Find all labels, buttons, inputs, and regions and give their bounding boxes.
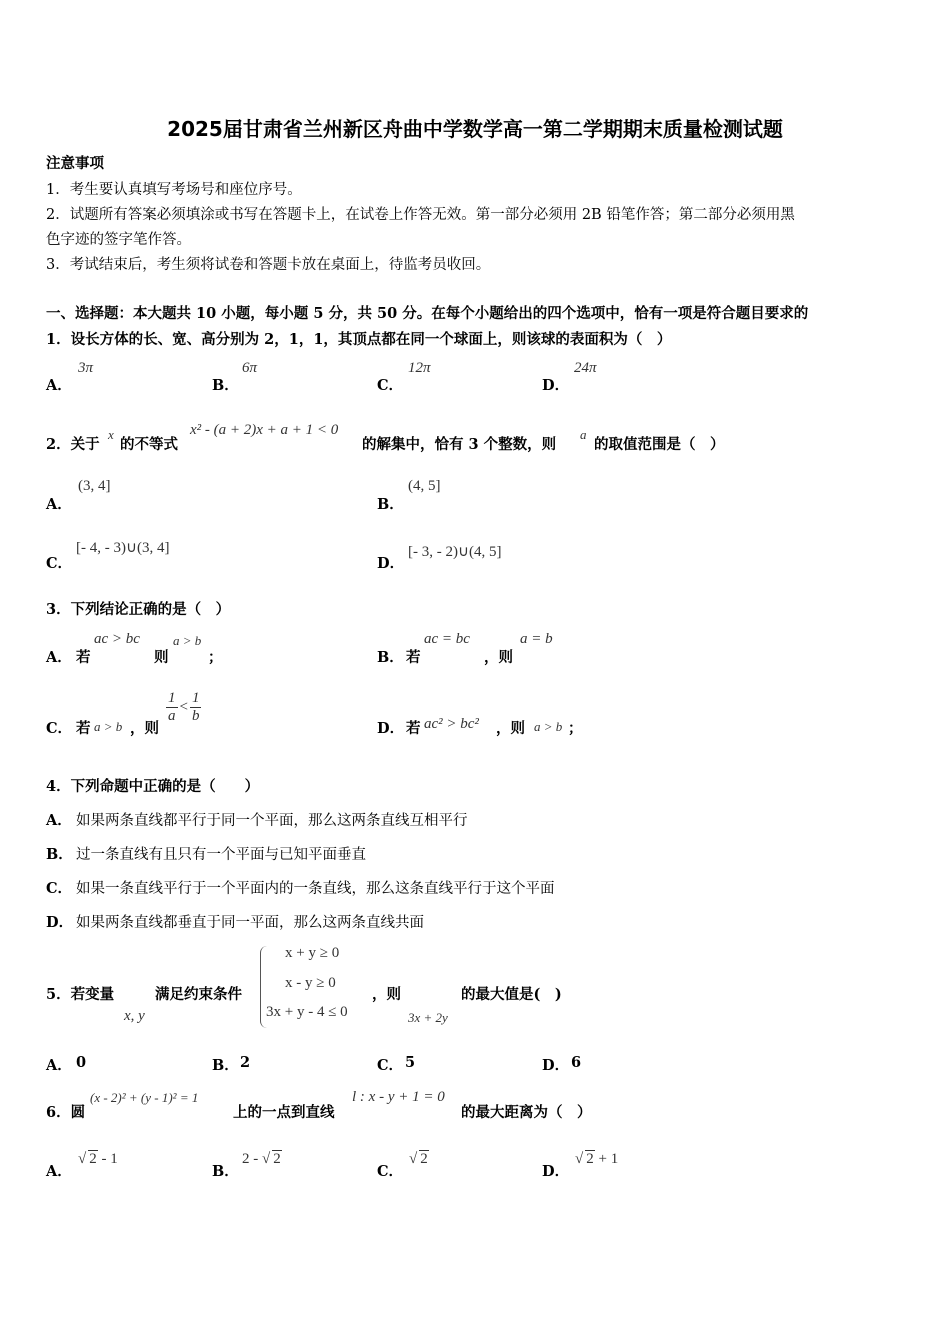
- q4-option-a: 如果两条直线都平行于同一个平面，那么这两条直线互相平行: [76, 813, 468, 829]
- q3-c-fraction-1: $\frac{1}{a}$: [168, 690, 176, 724]
- q3-label-c: C．: [46, 720, 73, 737]
- q2-label-d: D．: [377, 555, 405, 572]
- q3-b-word: 若: [406, 649, 421, 666]
- q5-variables: x, y: [124, 1008, 145, 1024]
- q2-stem-mid1: 的不等式: [120, 436, 178, 453]
- notice-item: 色字迹的签字笔作答。: [46, 232, 191, 248]
- q5-label-d: D．: [542, 1057, 570, 1074]
- q6-stem-end: 的最大距离为（ ）: [461, 1104, 592, 1121]
- q5-option-c: 5: [405, 1054, 416, 1071]
- q4-stem: 4．下列命题中正确的是（ ）: [46, 778, 260, 795]
- notice-item: 1．考生要认真填写考场号和座位序号。: [46, 182, 302, 198]
- q3-label-b: B．: [377, 649, 404, 666]
- q2-stem-suffix: 的取值范围是（ ）: [594, 436, 725, 453]
- q3-b-result: a = b: [520, 631, 553, 647]
- q3-b-then: ，则: [484, 649, 513, 666]
- q3-d-word: 若: [406, 720, 421, 737]
- q3-d-then: ，则: [496, 720, 525, 737]
- q6-option-b: 2 - √ 2: [242, 1151, 281, 1167]
- q2-label-c: C．: [46, 555, 73, 572]
- q3-stem: 3．下列结论正确的是（ ）: [46, 601, 231, 618]
- section-heading: 一、选择题：本大题共 10 小题，每小题 5 分，共 50 分。在每个小题给出的四个选项中，恰有一项是符合题目要求的: [46, 305, 809, 322]
- q6-option-a: √ 2 - 1: [78, 1151, 118, 1167]
- q3-c-then: ，则: [130, 720, 159, 737]
- q2-stem-mid2: 的解集中，恰有 3 个整数，则: [362, 436, 557, 453]
- q1-stem: 1．设长方体的长、宽、高分别为 2，1，1，其顶点都在同一个球面上，则该球的表面积为（ ）: [46, 331, 672, 348]
- q3-a-condition: ac > bc: [94, 631, 140, 647]
- q6-label-c: C．: [377, 1163, 404, 1180]
- q5-option-b: 2: [240, 1054, 251, 1071]
- q3-label-a: A．: [46, 649, 72, 666]
- q5-label-b: B．: [212, 1057, 239, 1074]
- q1-label-a: A．: [46, 377, 72, 394]
- q5-option-a: 0: [76, 1054, 87, 1071]
- q5-label-c: C．: [377, 1057, 404, 1074]
- notice-item: 2．试题所有答案必须填涂或书写在答题卡上，在试卷上作答无效。第一部分必须用 2B 铅笔作答；第二部分必须用黑: [46, 207, 795, 223]
- page-title: 2025届甘肃省兰州新区舟曲中学数学高一第二学期期末质量检测试题: [167, 117, 783, 141]
- q4-option-b: 过一条直线有且只有一个平面与已知平面垂直: [76, 847, 366, 863]
- q3-c-word: 若: [76, 720, 91, 737]
- q4-label-a: A．: [46, 812, 72, 829]
- q1-label-c: C．: [377, 377, 404, 394]
- q4-option-d: 如果两条直线都垂直于同一平面，那么这两条直线共面: [76, 915, 424, 931]
- q2-inequality: x² - (a + 2)x + a + 1 < 0: [190, 422, 339, 438]
- notice-item: 3．考试结束后，考生须将试卷和答题卡放在桌面上，待监考员收回。: [46, 257, 491, 273]
- q3-a-word: 若: [76, 649, 91, 666]
- q5-constraint-2: x - y ≥ 0: [285, 975, 336, 991]
- q5-constraint-3: 3x + y - 4 ≤ 0: [266, 1004, 348, 1020]
- q6-circle-equation: (x - 2)² + (y - 1)² = 1: [90, 1090, 199, 1105]
- q5-stem-then: ，则: [372, 986, 401, 1003]
- q4-label-d: D．: [46, 914, 74, 931]
- q3-d-end: ；: [568, 720, 583, 737]
- q1-label-d: D．: [542, 377, 570, 394]
- q2-var-a: a: [580, 427, 587, 442]
- q4-option-c: 如果一条直线平行于一个平面内的一条直线，那么这条直线平行于这个平面: [76, 881, 555, 897]
- q6-label-b: B．: [212, 1163, 239, 1180]
- q2-option-d: [- 3, - 2)∪(4, 5]: [408, 544, 502, 560]
- q2-label-a: A．: [46, 496, 72, 513]
- q2-stem-prefix: 2．关于: [46, 436, 100, 453]
- notice-heading: 注意事项: [46, 155, 104, 172]
- q5-stem-start: 5．若变量: [46, 986, 115, 1003]
- q3-c-fraction-2: $\frac{1}{b}$: [191, 690, 200, 724]
- q2-var-x: x: [108, 427, 114, 442]
- q1-option-d: 24π: [574, 360, 597, 376]
- q2-label-b: B．: [377, 496, 404, 513]
- q6-label-a: A．: [46, 1163, 72, 1180]
- q6-option-d: √ 2 + 1: [575, 1151, 619, 1167]
- q4-label-c: C．: [46, 880, 73, 897]
- q2-option-c: [- 4, - 3)∪(3, 4]: [76, 540, 170, 556]
- q5-constraint-1: x + y ≥ 0: [285, 945, 340, 961]
- q1-option-a: 3π: [78, 360, 94, 376]
- q3-b-condition: ac = bc: [424, 631, 470, 647]
- q3-a-result: a > b: [173, 633, 202, 648]
- q6-stem-mid: 上的一点到直线: [233, 1104, 335, 1121]
- q5-label-a: A．: [46, 1057, 72, 1074]
- q3-c-condition: a > b: [94, 719, 123, 734]
- q2-option-b: (4, 5]: [408, 478, 441, 494]
- q4-label-b: B．: [46, 846, 73, 863]
- q1-label-b: B．: [212, 377, 239, 394]
- q6-stem-start: 6．圆: [46, 1104, 86, 1121]
- q5-objective: 3x + 2y: [408, 1010, 448, 1025]
- q2-option-a: (3, 4]: [78, 478, 111, 494]
- q1-option-b: 6π: [242, 360, 258, 376]
- q5-option-d: 6: [571, 1054, 582, 1071]
- q3-label-d: D．: [377, 720, 405, 737]
- q6-label-d: D．: [542, 1163, 570, 1180]
- q3-d-condition: ac² > bc²: [424, 716, 479, 732]
- q5-stem-end: 的最大值是( ): [461, 986, 562, 1003]
- q3-a-end: ；: [208, 649, 223, 666]
- q5-stem-mid: 满足约束条件: [155, 986, 242, 1003]
- q6-line-equation: l : x - y + 1 = 0: [352, 1089, 445, 1105]
- q3-c-inequality: $\frac{1}{a}$ < $\frac{1}{b}$: [168, 690, 200, 724]
- q1-option-c: 12π: [408, 360, 431, 376]
- q3-a-then: 则: [154, 649, 169, 666]
- q6-option-c: √ 2: [409, 1151, 428, 1167]
- q3-d-result: a > b: [534, 719, 563, 734]
